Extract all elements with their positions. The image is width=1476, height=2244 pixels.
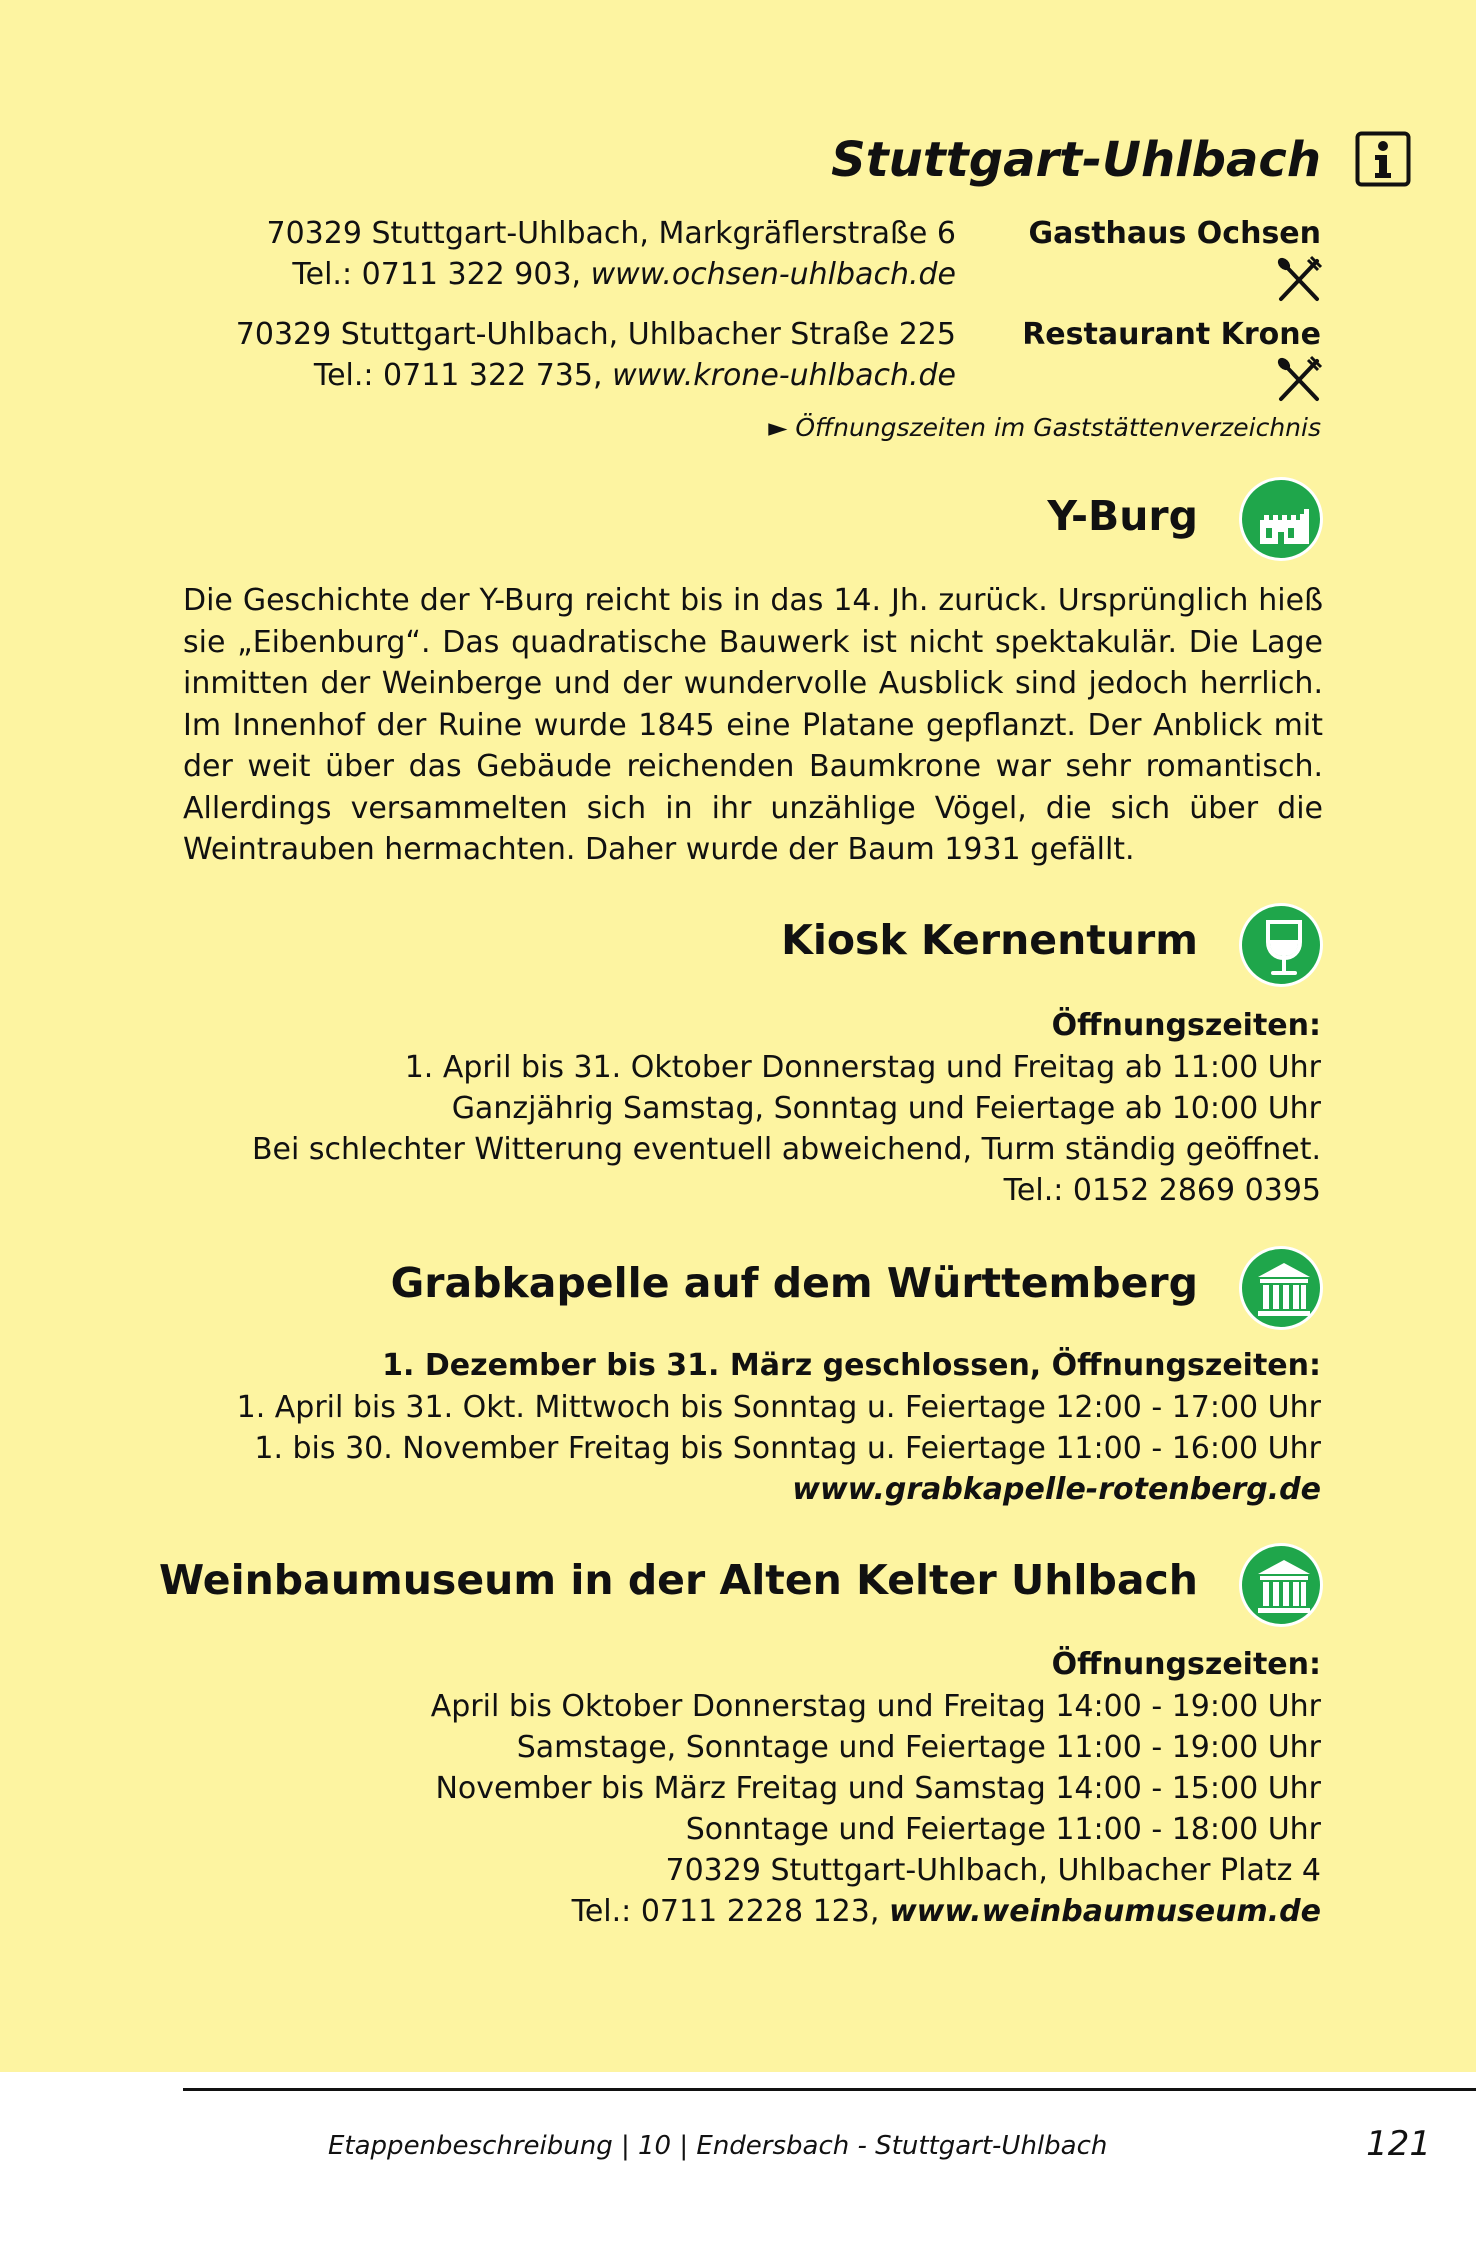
section-title-yburg: Y-Burg <box>1047 492 1198 540</box>
grabkapelle-hours-label: 1. Dezember bis 31. März geschlossen, Öffnungszeiten: <box>382 1348 1321 1383</box>
museum-address: 70329 Stuttgart-Uhlbach, Uhlbacher Platz 4 <box>665 1853 1321 1888</box>
kiosk-hours-line: Bei schlechter Witterung eventuell abweichend, Turm ständig geöffnet. <box>251 1132 1321 1167</box>
restaurant-contact <box>314 355 956 396</box>
wine-glass-icon <box>1239 903 1323 987</box>
fork-knife-icon <box>1275 355 1323 403</box>
section-title-kiosk: Kiosk Kernenturm <box>781 916 1198 964</box>
section-title-grabkapelle: Grabkapelle auf dem Württemberg <box>390 1259 1198 1307</box>
museum-icon <box>1239 1543 1323 1627</box>
restaurant-website-link[interactable]: www.krone-uhlbach.de <box>612 358 956 393</box>
castle-icon <box>1239 477 1323 561</box>
grabkapelle-website-link[interactable]: www.grabkapelle-rotenberg.de <box>792 1472 1321 1507</box>
museum-hours-line: Sonntage und Feiertage 11:00 - 18:00 Uhr <box>685 1812 1321 1847</box>
museum-hours-line: April bis Oktober Donnerstag und Freitag 14:00 - 19:00 Uhr <box>430 1689 1321 1724</box>
kiosk-hours-label: Öffnungszeiten: <box>1051 1008 1321 1043</box>
footer-breadcrumb: Etappenbeschreibung | 10 | Endersbach - Stuttgart-Uhlbach <box>328 2131 1108 2161</box>
restaurant-address: 70329 Stuttgart-Uhlbach, Markgräflerstraße 6 <box>266 216 956 251</box>
museum-icon <box>1239 1246 1323 1330</box>
restaurant-tel: Tel.: 0711 322 735, <box>313 358 603 393</box>
museum-hours-line: November bis März Freitag und Samstag 14:00 - 15:00 Uhr <box>435 1771 1321 1806</box>
grabkapelle-hours-line: 1. bis 30. November Freitag bis Sonntag u. Feiertage 11:00 - 16:00 Uhr <box>254 1431 1321 1466</box>
kiosk-hours-line: 1. April bis 31. Oktober Donnerstag und Freitag ab 11:00 Uhr <box>404 1050 1321 1085</box>
restaurant-address: 70329 Stuttgart-Uhlbach, Uhlbacher Straße 225 <box>235 317 956 352</box>
footer-divider <box>183 2088 1476 2091</box>
fork-knife-icon <box>1275 255 1323 303</box>
yburg-description: Die Geschichte der Y-Burg reicht bis in das 14. Jh. zurück. Ursprünglich hieß sie „Eibenburg“. Das quadratische Bauwerk ist nicht spektakulär. Die Lage inmitten der Weinberge und der wundervolle Ausblick sind jedoch herrlich. Im Innenhof der Ruine wurde 1845 eine Platane gepflanzt. Der Anblick mit der weit über das Gebäude reichenden Baumkrone war sehr romantisch. Allerdings versammelten sich in ihr unzählige Vögel, die sich über die Weintrauben hermachten. Daher wurde der Baum 1931 gefällt. <box>183 583 1323 867</box>
restaurant-contact <box>292 254 956 295</box>
restaurant-website-link[interactable]: www.ochsen-uhlbach.de <box>590 257 956 292</box>
info-icon <box>1355 131 1411 187</box>
restaurant-name: Restaurant Krone <box>1022 317 1321 352</box>
grabkapelle-hours-line: 1. April bis 31. Okt. Mittwoch bis Sonntag u. Feiertage 12:00 - 17:00 Uhr <box>236 1390 1321 1425</box>
restaurant-name: Gasthaus Ochsen <box>1028 216 1321 251</box>
page-title: Stuttgart-Uhlbach <box>831 132 1321 188</box>
museum-tel: Tel.: 0711 2228 123, <box>571 1894 880 1929</box>
section-title-museum: Weinbaumuseum in der Alten Kelter Uhlbach <box>159 1556 1198 1604</box>
museum-hours-line: Samstage, Sonntage und Feiertage 11:00 - 19:00 Uhr <box>516 1730 1321 1765</box>
museum-website-link[interactable]: www.weinbaumuseum.de <box>888 1894 1321 1929</box>
museum-contact <box>572 1891 1321 1932</box>
arrow-icon: ► <box>768 413 788 442</box>
kiosk-hours-line: Ganzjährig Samstag, Sonntag und Feiertage ab 10:00 Uhr <box>451 1091 1321 1126</box>
kiosk-tel: Tel.: 0152 2869 0395 <box>1003 1173 1321 1208</box>
opening-hours-hint: ► Öffnungszeiten im Gaststättenverzeichnis <box>768 413 1321 442</box>
page-number: 121 <box>1366 2124 1431 2164</box>
museum-hours-label: Öffnungszeiten: <box>1051 1647 1321 1682</box>
restaurant-tel: Tel.: 0711 322 903, <box>292 257 582 292</box>
